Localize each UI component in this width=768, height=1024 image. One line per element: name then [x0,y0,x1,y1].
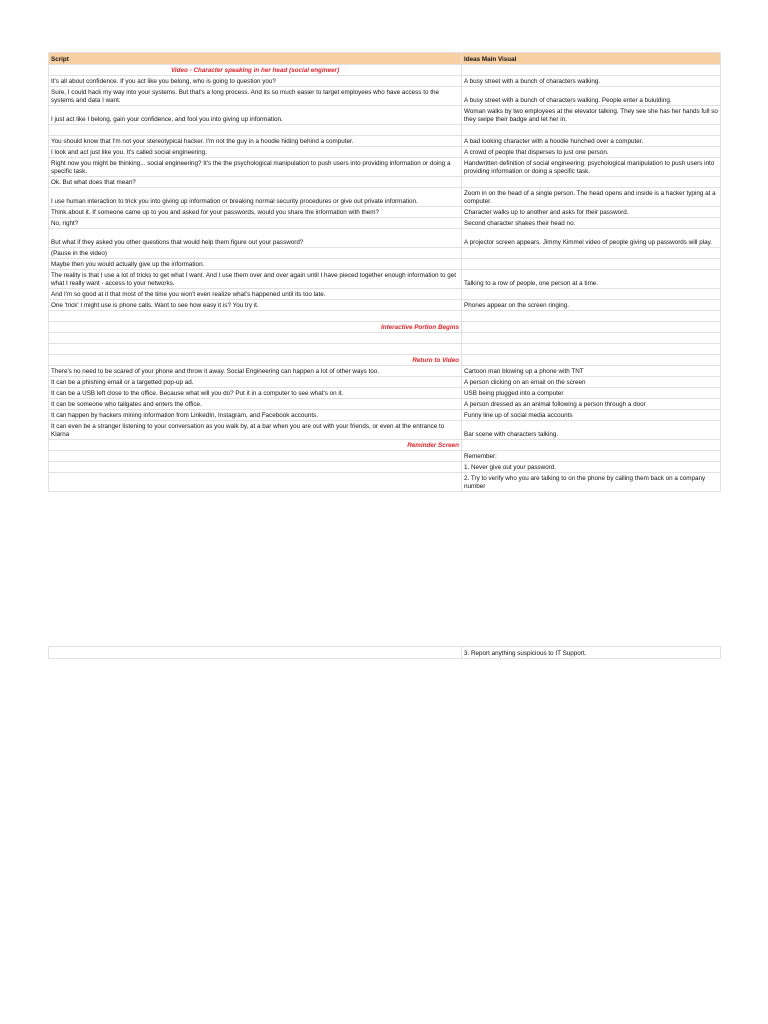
script-cell: Ok. But what does that mean? [49,177,462,188]
script-cell [49,462,462,473]
visual-cell: A bad looking character with a hoodie hunched over a computer. [462,136,721,147]
table-row [49,106,721,125]
visual-cell: Cartoon man blowing up a phone with TNT [462,366,721,377]
visual-cell: USB being plugged into a computer [462,388,721,399]
visual-cell: Phones appear on the screen ringing. [462,300,721,311]
script-cell: Sure, I could hack my way into your systems. But that's a long process. And its so much easier to target employees who have access to the systems and data I want. [49,87,462,106]
table-row [49,229,721,248]
visual-cell: Talking to a row of people, one person at a time. [462,270,721,289]
table-row [49,366,721,377]
script-cell: The reality is that I use a lot of tricks to get what I want. And I use them over and over again until I have pieced together enough information to get what I really want - access to your networks. [49,270,462,289]
visual-cell [462,289,721,300]
table-row [49,388,721,399]
tail-row [49,647,721,659]
visual-cell: A busy street with a bunch of characters walking. [462,76,721,87]
table-row [49,311,721,322]
visual-cell: Bar scene with characters talking. [462,421,721,440]
visual-cell [462,333,721,344]
table-row [49,248,721,259]
script-cell [49,344,462,355]
script-cell: I look and act just like you. It's called social engineering. [49,147,462,158]
visual-cell: A crowd of people that disperses to just one person. [462,147,721,158]
script-cell: Right now you might be thinking... social engineering? It's the the psychological manipulation to push users into providing information or doing a specific task. [49,158,462,177]
table-row [49,289,721,300]
table-row [49,177,721,188]
visual-cell: Character walks up to another and asks for their password. [462,207,721,218]
script-cell: No, right? [49,218,462,229]
visual-cell [462,125,721,136]
table-row [49,421,721,440]
section-heading: Interactive Portion Begins [49,322,462,333]
visual-cell [462,440,721,451]
table-row [49,451,721,462]
table-row [49,462,721,473]
visual-cell: Funny line up of social media accounts [462,410,721,421]
script-cell [49,333,462,344]
script-cell [49,311,462,322]
visual-cell: Remember: [462,451,721,462]
visual-cell [462,322,721,333]
visual-cell [462,177,721,188]
visual-cell: Handwritten definition of social engineering: psychological manipulation to push users into providing information or doing a specific task. [462,158,721,177]
table-row [49,344,721,355]
table-row [49,125,721,136]
script-cell [49,451,462,462]
table-row [49,377,721,388]
visual-cell [462,259,721,270]
visual-cell: A person clicking on an email on the screen [462,377,721,388]
script-cell: There's no need to be scared of your phone and throw it away. Social Engineering can happen a lot of other ways too. [49,366,462,377]
script-cell: It can be a phishing email or a targetted pop-up ad. [49,377,462,388]
visual-cell: 3. Report anything suspicious to IT Support. [462,647,721,659]
script-cell: (Pause in the video) [49,248,462,259]
section-heading-row [49,322,721,333]
script-cell: Think about it. If someone came up to you and asked for your passwords, would you share the information with them? [49,207,462,218]
visual-cell [462,344,721,355]
visual-cell: A busy street with a bunch of characters walking. People enter a buiulding. [462,87,721,106]
visual-cell: Second character shakes their head no. [462,218,721,229]
table-row [49,76,721,87]
script-cell [49,473,462,492]
table-row [49,147,721,158]
visual-cell: A person dressed as an animal following a person through a door [462,399,721,410]
visual-cell: 1. Never give out your password. [462,462,721,473]
visual-cell: Woman walks by two employees at the elevator talking. They see she has her hands full so they swipe their badge and let her in. [462,106,721,125]
section-heading-row [49,65,721,76]
script-cell: It can even be a stranger listening to your conversation as you walk by, at a bar when you are out with your friends, or even at the entrance to Klarna [49,421,462,440]
script-cell: One 'trick' I might use is phone calls. Want to see how easy it is? You try it. [49,300,462,311]
table-row [49,300,721,311]
script-cell [49,125,462,136]
section-heading: Reminder Screen [49,440,462,451]
visual-cell [462,65,721,76]
script-cell: I just act like I belong, gain your confidence, and fool you into giving up information. [49,106,462,125]
table-row [49,333,721,344]
table-row [49,188,721,207]
table-row [49,218,721,229]
script-cell: You should know that I'm not your stereotypical hacker. I'm not the guy in a hoodie hiding behind a computer. [49,136,462,147]
section-heading-row [49,355,721,366]
script-cell: It's all about confidence. If you act like you belong, who is going to question you? [49,76,462,87]
table-row [49,270,721,289]
visual-cell [462,311,721,322]
table-row [49,87,721,106]
header-ideas-main-visual: Ideas Main Visual [462,53,721,65]
header-row [49,53,721,65]
header-script: Script [49,53,462,65]
section-heading: Return to Video [49,355,462,366]
script-cell: And I'm so good at it that most of the time you won't even realize what's happened until its too late. [49,289,462,300]
table-row [49,207,721,218]
script-cell: It can be a USB left close to the office. Because what will you do? Put it in a computer to see what's on it. [49,388,462,399]
script-cell: Maybe then you would actually give up the information. [49,259,462,270]
table-row [49,473,721,492]
section-heading-row [49,440,721,451]
section-heading: Video - Character speaking in her head (social engineer) [49,65,462,76]
script-table [48,52,721,492]
table-row [49,399,721,410]
table-row [49,410,721,421]
visual-cell: Zoom in on the head of a single person. The head opens and inside is a hacker typing at a computer. [462,188,721,207]
script-cell: I use human interaction to trick you into giving up information or breaking normal security procedures or give out private information. [49,188,462,207]
script-cell: It can happen by hackers mining information from LinkedIn, Instagram, and Facebook accounts. [49,410,462,421]
table-row [49,136,721,147]
tail-table [48,646,721,659]
visual-cell: A projector screen appears. Jimmy Kimmel video of people giving up passwords will play. [462,229,721,248]
script-cell [49,647,462,659]
script-cell: It can be someone who tailgates and enters the office. [49,399,462,410]
table-row [49,259,721,270]
visual-cell [462,248,721,259]
visual-cell [462,355,721,366]
table-row [49,158,721,177]
visual-cell: 2. Try to verify who you are talking to on the phone by calling them back on a company number [462,473,721,492]
script-cell: But what if they asked you other questions that would help them figure out your password? [49,229,462,248]
